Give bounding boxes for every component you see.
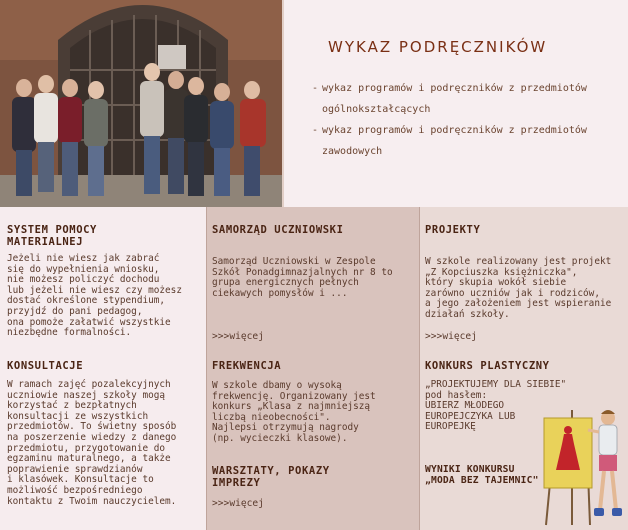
top-divider <box>282 0 284 207</box>
more-link-warsztaty[interactable]: >>>więcej <box>212 498 264 509</box>
list-dash: - <box>312 83 319 94</box>
more-link-samorzad[interactable]: >>>więcej <box>212 331 264 342</box>
column-divider <box>206 207 207 530</box>
column-divider <box>419 207 420 530</box>
link-general-line1[interactable]: wykaz programów i podręczników z przedmiotów <box>322 83 587 94</box>
text-system-pomocy: Jeżeli nie wiesz jak zabrać się do wypełnienia wniosku, nie możesz policzyć dochodu lub jeżeli nie wiesz czy możesz dostać określone stypendium, przyjdź do pani pedagog, ona pomoże załatwić wszystkie niezbędne formalności. <box>7 253 182 339</box>
link-general-textbooks[interactable] <box>312 78 612 120</box>
heading-system-pomocy[interactable]: SYSTEM POMOCY MATERIALNEJ <box>7 224 97 248</box>
text-frekwencja: W szkole dbamy o wysoką frekwencję. Organizowany jest konkurs „Klasa z najmniejszą liczbą nieobecności". Najlepsi otrzymują nagrody (np. wycieczki klasowe). <box>212 380 376 444</box>
text-samorzad: Samorząd Uczniowski w Zespole Szkół Ponadgimnazjalnych nr 8 to grupa energicznych pełnych ciekawych pomysłów i ... <box>212 256 393 299</box>
students-group-photo <box>0 0 282 207</box>
heading-samorzad[interactable]: SAMORZĄD UCZNIOWSKI <box>212 224 344 236</box>
text-projekty: W szkole realizowany jest projekt „Z Kopciuszka księżniczka", który skupia wokół siebie zarówno uczniów jak i rodziców, a jego założeniem jest wspieranie działań szkoły. <box>425 256 612 320</box>
header-band <box>0 0 628 207</box>
link-vocational-line2[interactable]: zawodowych <box>322 146 383 157</box>
heading-frekwencja[interactable]: FREKWENCJA <box>212 360 282 372</box>
heading-warsztaty[interactable]: WARSZTATY, POKAZY IMPREZY <box>212 465 330 489</box>
group-photo-image <box>0 0 282 207</box>
text-konsultacje: W ramach zajęć pozalekcyjnych uczniowie naszej szkoły mogą korzystać z bezpłatnych konsultacji ze wszystkich przedmiotów. To świetny sposób na poszerzenie wiedzy z danego przedmiotu, przygotowanie do egzaminu maturalnego, a także poprawienie sprawdzianów i klasówek. Konsultacje to możliwość bezpośredniego kontaktu z Twoim nauczycielem. <box>7 379 177 507</box>
list-dash: - <box>312 125 319 136</box>
more-link-projekty[interactable]: >>>więcej <box>425 331 477 342</box>
page-title: WYKAZ PODRĘCZNIKÓW <box>328 38 548 56</box>
link-wyniki-konkursu[interactable]: WYNIKI KONKURSU „MODA BEZ TAJEMNIC" <box>425 464 539 486</box>
heading-projekty[interactable]: PROJEKTY <box>425 224 481 236</box>
text-konkurs-plastyczny: „PROJEKTUJEMY DLA SIEBIE" pod hasłem: UBIERZ MŁODEGO EUROPEJCZYKA LUB EUROPEJKĘ <box>425 379 567 433</box>
link-vocational-line1[interactable]: wykaz programów i podręczników z przedmiotów <box>322 125 587 136</box>
link-vocational-textbooks[interactable] <box>312 120 612 162</box>
painter-easel-illustration <box>538 400 628 530</box>
heading-konsultacje[interactable]: KONSULTACJE <box>7 360 84 372</box>
link-general-line2[interactable]: ogólnokształcących <box>322 104 431 115</box>
textbook-links <box>312 78 612 162</box>
heading-konkurs-plastyczny[interactable]: KONKURS PLASTYCZNY <box>425 360 550 372</box>
